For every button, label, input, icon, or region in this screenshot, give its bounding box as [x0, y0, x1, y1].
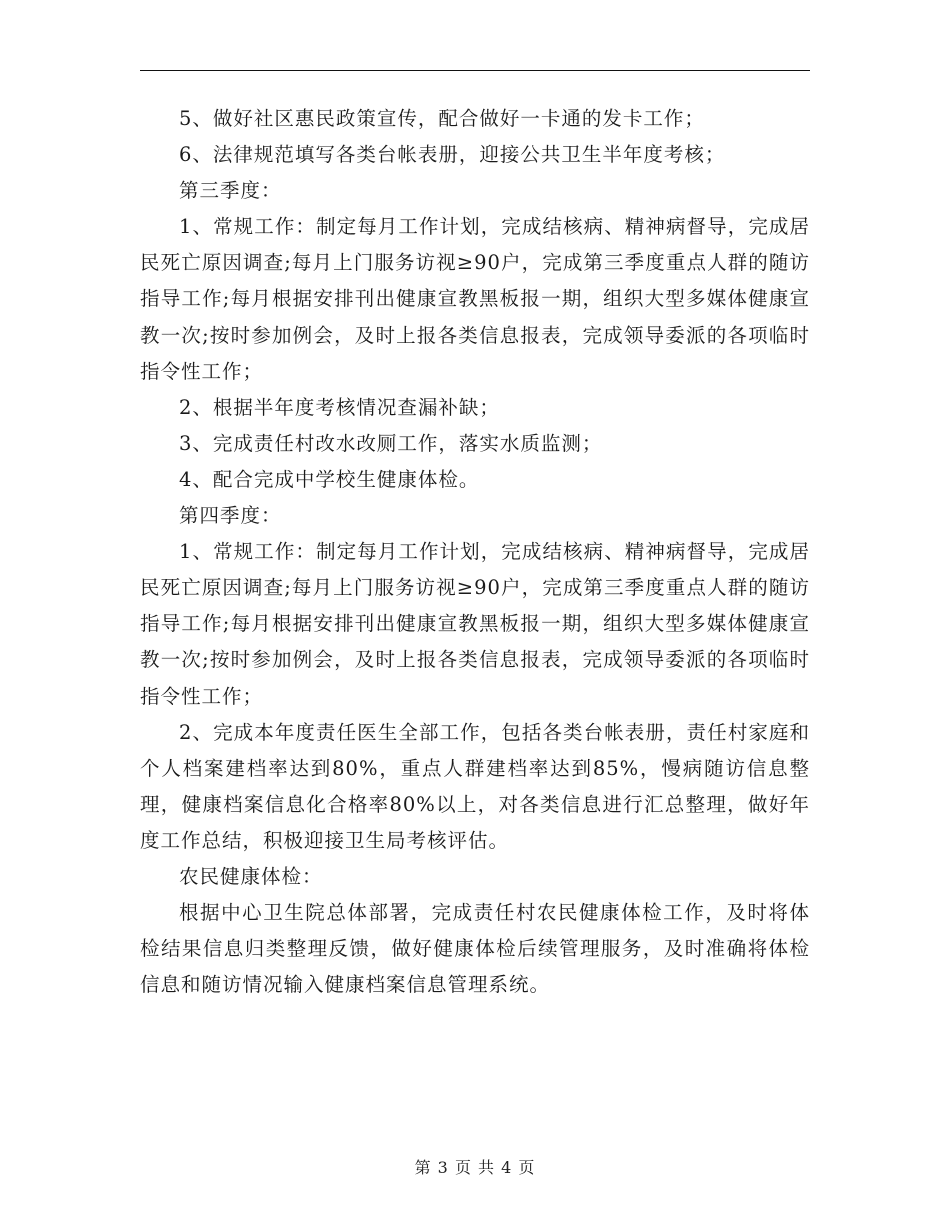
paragraph: 2、完成本年度责任医生全部工作，包括各类台帐表册，责任村家庭和个人档案建档率达到80%，重点人群建档率达到85%，慢病随访信息整理，健康档案信息化合格率80%以上，对各类信息进行汇总整理，做好年度工作总结，积极迎接卫生局考核评估。	[140, 720, 810, 852]
section-heading: 第三季度：	[179, 179, 282, 203]
paragraph: 1、常规工作：制定每月工作计划，完成结核病、精神病督导，完成居民死亡原因调查;每月上门服务访视≥90户，完成第三季度重点人群的随访指导工作;每月根据安排刊出健康宣教黑板报一期，组织大型多媒体健康宣教一次;按时参加例会，及时上报各类信息报表，完成领导委派的各项临时指令性工作；	[140, 215, 810, 383]
page-number: 第 3 页 共 4 页	[414, 1158, 536, 1177]
document-body	[140, 101, 810, 1003]
paragraph: 6、法律规范填写各类台帐表册，迎接公共卫生半年度考核；	[179, 143, 726, 167]
paragraph: 4、配合完成中学校生健康体检。	[179, 467, 480, 491]
section-heading: 第四季度：	[179, 504, 282, 528]
paragraph: 根据中心卫生院总体部署，完成责任村农民健康体检工作，及时将体检结果信息归类整理反馈，做好健康体检后续管理服务，及时准确将体检信息和随访情况输入健康档案信息管理系统。	[140, 901, 810, 997]
paragraph: 5、做好社区惠民政策宣传，配合做好一卡通的发卡工作；	[179, 107, 705, 130]
section-heading: 农民健康体检：	[179, 864, 323, 888]
paragraph: 1、常规工作：制定每月工作计划，完成结核病、精神病督导，完成居民死亡原因调查;每月上门服务访视≥90户，完成第三季度重点人群的随访指导工作;每月根据安排刊出健康宣教黑板报一期，组织大型多媒体健康宣教一次;按时参加例会，及时上报各类信息报表，完成领导委派的各项临时指令性工作；	[140, 540, 810, 708]
header-rule	[140, 70, 810, 71]
paragraph: 2、根据半年度考核情况查漏补缺；	[179, 395, 500, 419]
paragraph: 3、完成责任村改水改厕工作，落实水质监测；	[179, 431, 603, 455]
